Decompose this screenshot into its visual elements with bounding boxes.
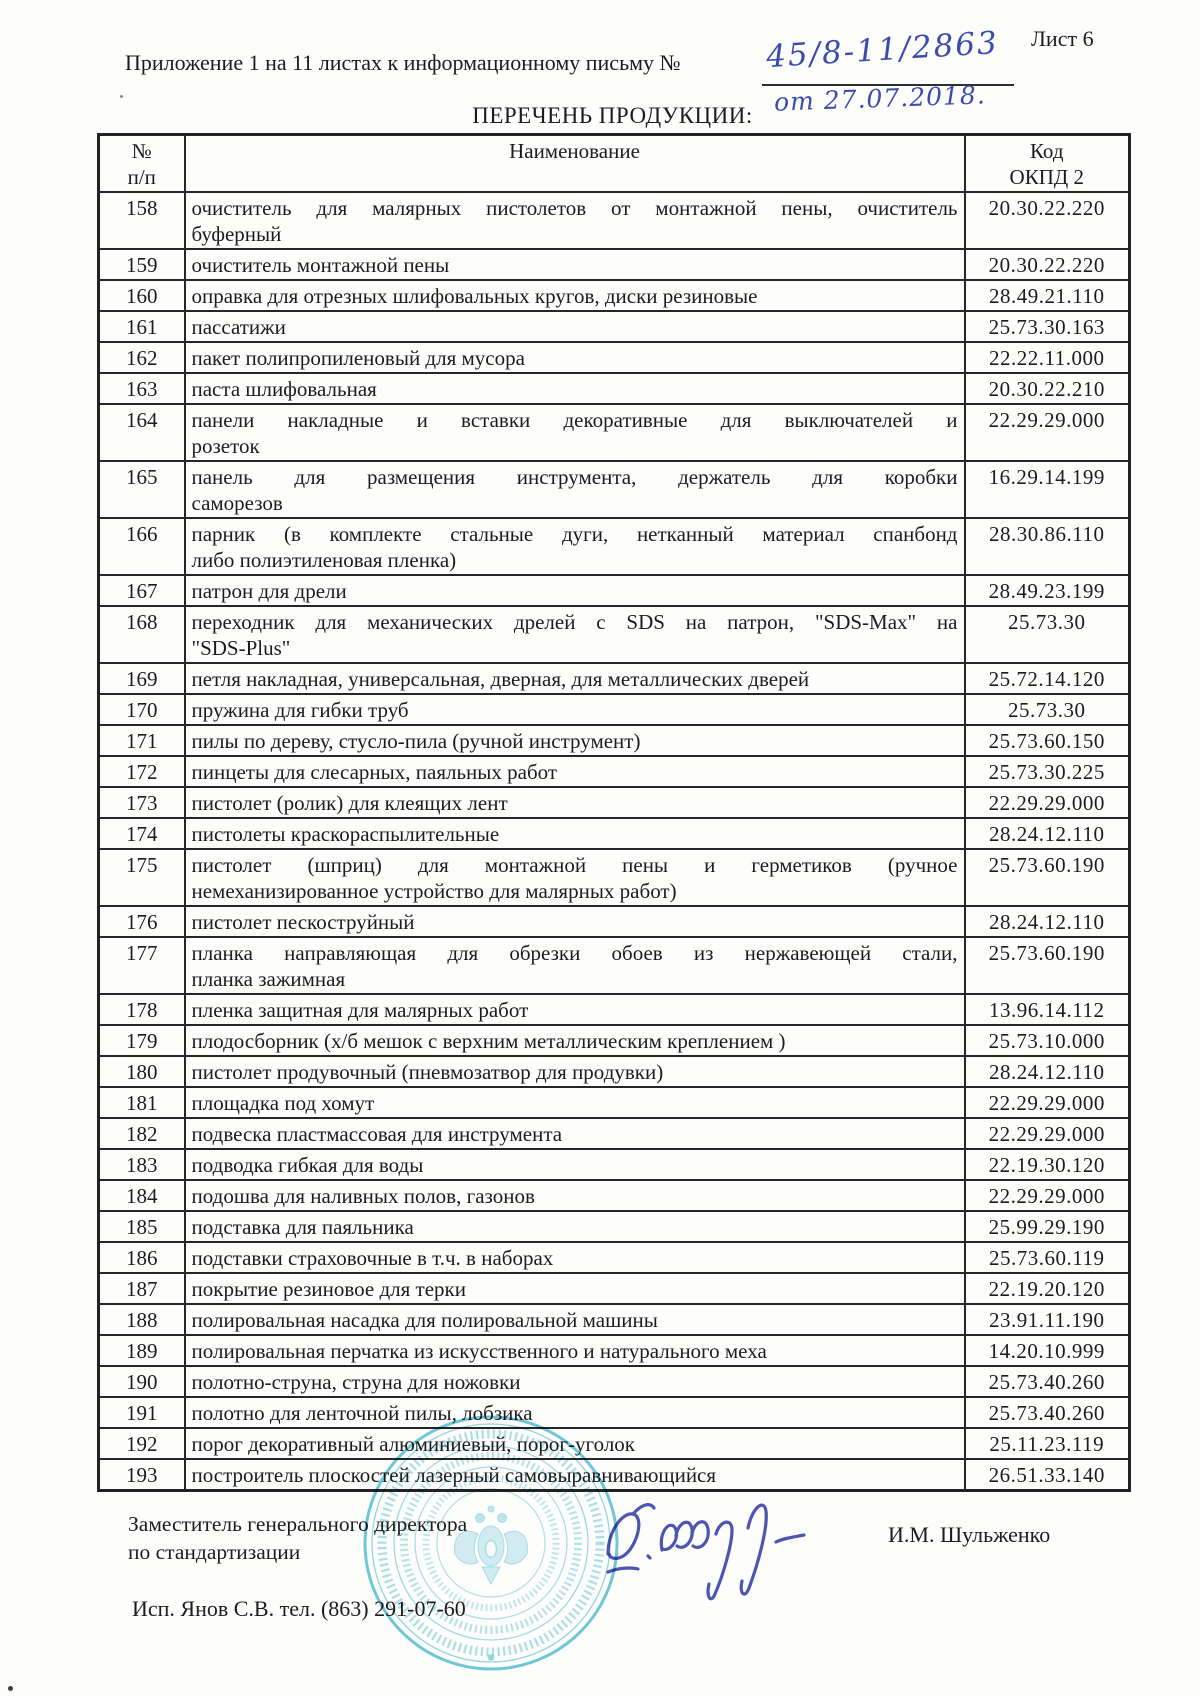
okpd2-code: 28.24.12.110 xyxy=(965,906,1130,937)
okpd2-code: 25.73.60.150 xyxy=(965,725,1130,756)
row-number: 168 xyxy=(99,606,185,663)
product-name: площадка под хомут xyxy=(185,1087,965,1118)
table-row xyxy=(99,1211,1130,1242)
product-name: оправка для отрезных шлифовальных кругов, диски резиновые xyxy=(185,280,965,311)
row-number: 160 xyxy=(99,280,185,311)
product-name: пленка защитная для малярных работ xyxy=(185,994,965,1025)
product-name: подставка для паяльника xyxy=(185,1211,965,1242)
table-row xyxy=(99,694,1130,725)
product-name: плодосборник (х/б мешок с верхним металлическим креплением ) xyxy=(185,1025,965,1056)
okpd2-code: 25.73.60.190 xyxy=(965,937,1130,994)
table-row xyxy=(99,575,1130,606)
signer-name: И.М. Шульженко xyxy=(888,1522,1051,1547)
okpd2-code: 28.24.12.110 xyxy=(965,1056,1130,1087)
product-list-table xyxy=(97,133,1131,1492)
row-number: 183 xyxy=(99,1149,185,1180)
okpd2-code: 25.72.14.120 xyxy=(965,663,1130,694)
row-number: 171 xyxy=(99,725,185,756)
row-number: 177 xyxy=(99,937,185,994)
table-row xyxy=(99,1025,1130,1056)
row-number: 161 xyxy=(99,311,185,342)
product-name: паста шлифовальная xyxy=(185,373,965,404)
row-number: 172 xyxy=(99,756,185,787)
okpd2-code: 16.29.14.199 xyxy=(965,461,1130,518)
product-name: полировальная перчатка из искусственного и натурального меха xyxy=(185,1335,965,1366)
okpd2-code: 22.29.29.000 xyxy=(965,1087,1130,1118)
row-number: 164 xyxy=(99,404,185,461)
okpd2-code: 28.24.12.110 xyxy=(965,818,1130,849)
table-row xyxy=(99,249,1130,280)
row-number: 186 xyxy=(99,1242,185,1273)
okpd2-code: 25.73.60.190 xyxy=(965,849,1130,906)
signer-position-line1: Заместитель генерального директора xyxy=(128,1512,468,1536)
okpd2-code: 28.30.86.110 xyxy=(965,518,1130,575)
row-number: 166 xyxy=(99,518,185,575)
okpd2-code: 20.30.22.210 xyxy=(965,373,1130,404)
signer-position-line2: по стандартизации xyxy=(128,1540,301,1564)
row-number: 174 xyxy=(99,818,185,849)
table-row xyxy=(99,787,1130,818)
okpd2-code: 14.20.10.999 xyxy=(965,1335,1130,1366)
table-row xyxy=(99,311,1130,342)
row-number: 185 xyxy=(99,1211,185,1242)
table-row xyxy=(99,849,1130,906)
product-name: подводка гибкая для воды xyxy=(185,1149,965,1180)
row-number: 193 xyxy=(99,1459,185,1491)
okpd2-code: 25.99.29.190 xyxy=(965,1211,1130,1242)
sheet-number-label: Лист 6 xyxy=(1031,26,1094,51)
okpd2-code: 22.29.29.000 xyxy=(965,1180,1130,1211)
product-name: подвеска пластмассовая для инструмента xyxy=(185,1118,965,1149)
table-body xyxy=(99,192,1130,1491)
row-number: 158 xyxy=(99,192,185,249)
table-row xyxy=(99,280,1130,311)
row-number: 175 xyxy=(99,849,185,906)
okpd2-code: 28.49.23.199 xyxy=(965,575,1130,606)
row-number: 187 xyxy=(99,1273,185,1304)
product-name: пилы по дереву, стусло-пила (ручной инструмент) xyxy=(185,725,965,756)
okpd2-code: 25.73.30 xyxy=(965,606,1130,663)
product-name: полотно-струна, струна для ножовки xyxy=(185,1366,965,1397)
row-number: 189 xyxy=(99,1335,185,1366)
product-name: очиститель монтажной пены xyxy=(185,249,965,280)
table-row xyxy=(99,404,1130,461)
product-name: пистолет продувочный (пневмозатвор для продувки) xyxy=(185,1056,965,1087)
stamp-eagle-emblem-icon xyxy=(455,1506,528,1584)
product-name: патрон для дрели xyxy=(185,575,965,606)
column-header-code: Код ОКПД 2 xyxy=(965,135,1130,193)
signature xyxy=(596,1484,824,1610)
product-name: порог декоративный алюминиевый, порог-уголок xyxy=(185,1428,965,1459)
table-row xyxy=(99,1304,1130,1335)
table-row xyxy=(99,192,1130,249)
column-header-name: Наименование xyxy=(185,135,965,193)
okpd2-code: 22.29.29.000 xyxy=(965,404,1130,461)
row-number: 178 xyxy=(99,994,185,1025)
table-row xyxy=(99,906,1130,937)
product-name: планка направляющая для обрезки обоев из нержавеющей стали, планка зажимная xyxy=(185,937,965,994)
row-number: 192 xyxy=(99,1428,185,1459)
row-number: 170 xyxy=(99,694,185,725)
table-row xyxy=(99,725,1130,756)
product-name: покрытие резиновое для терки xyxy=(185,1273,965,1304)
column-header-number: № п/п xyxy=(99,135,185,193)
product-name: полировальная насадка для полировальной машины xyxy=(185,1304,965,1335)
okpd2-code: 28.49.21.110 xyxy=(965,280,1130,311)
table-row xyxy=(99,461,1130,518)
row-number: 180 xyxy=(99,1056,185,1087)
row-number: 173 xyxy=(99,787,185,818)
table-header-row xyxy=(99,135,1130,193)
okpd2-code: 26.51.33.140 xyxy=(965,1459,1130,1491)
product-name: подошва для наливных полов, газонов xyxy=(185,1180,965,1211)
product-name: построитель плоскостей лазерный самовыравнивающийся xyxy=(185,1459,965,1491)
handwritten-letter-date: от 27.07.2018. xyxy=(773,80,987,117)
table-row xyxy=(99,373,1130,404)
okpd2-code: 13.96.14.112 xyxy=(965,994,1130,1025)
document-title: ПЕРЕЧЕНЬ ПРОДУКЦИИ: xyxy=(472,103,753,128)
table-row xyxy=(99,1149,1130,1180)
product-name: панели накладные и вставки декоративные для выключателей и розеток xyxy=(185,404,965,461)
product-name: пакет полипропиленовый для мусора xyxy=(185,342,965,373)
table-row xyxy=(99,663,1130,694)
row-number: 179 xyxy=(99,1025,185,1056)
product-name: парник (в комплекте стальные дуги, нетканный материал спанбонд либо полиэтиленовая пленка) xyxy=(185,518,965,575)
product-name: пистолет (ролик) для клеящих лент xyxy=(185,787,965,818)
product-name: пистолет пескоструйный xyxy=(185,906,965,937)
table-row xyxy=(99,1087,1130,1118)
table-row xyxy=(99,1056,1130,1087)
handwritten-letter-number: 45/8-11/2863 xyxy=(765,24,1000,76)
row-number: 165 xyxy=(99,461,185,518)
row-number: 169 xyxy=(99,663,185,694)
okpd2-code: 25.73.60.119 xyxy=(965,1242,1130,1273)
row-number: 182 xyxy=(99,1118,185,1149)
okpd2-code: 25.11.23.119 xyxy=(965,1428,1130,1459)
row-number: 163 xyxy=(99,373,185,404)
okpd2-code: 22.19.30.120 xyxy=(965,1149,1130,1180)
okpd2-code: 22.22.11.000 xyxy=(965,342,1130,373)
okpd2-code: 22.29.29.000 xyxy=(965,787,1130,818)
appendix-header-line: Приложение 1 на 11 листах к информационному письму № xyxy=(125,50,681,75)
product-name: пассатижи xyxy=(185,311,965,342)
row-number: 184 xyxy=(99,1180,185,1211)
product-name: полотно для ленточной пилы, лобзика xyxy=(185,1397,965,1428)
row-number: 190 xyxy=(99,1366,185,1397)
table-row xyxy=(99,994,1130,1025)
table-row xyxy=(99,1335,1130,1366)
okpd2-code: 20.30.22.220 xyxy=(965,249,1130,280)
round-stamp-icon xyxy=(360,1412,622,1674)
table-row xyxy=(99,818,1130,849)
okpd2-code: 22.29.29.000 xyxy=(965,1118,1130,1149)
row-number: 159 xyxy=(99,249,185,280)
table-row xyxy=(99,1366,1130,1397)
product-name: подставки страховочные в т.ч. в наборах xyxy=(185,1242,965,1273)
product-name: очиститель для малярных пистолетов от монтажной пены, очиститель буферный xyxy=(185,192,965,249)
okpd2-code: 25.73.30 xyxy=(965,694,1130,725)
product-name: пинцеты для слесарных, паяльных работ xyxy=(185,756,965,787)
okpd2-code: 25.73.40.260 xyxy=(965,1366,1130,1397)
product-name: пистолет (шприц) для монтажной пены и герметиков (ручное немеханизированное устройство для малярных работ) xyxy=(185,849,965,906)
scan-speck xyxy=(120,95,123,98)
okpd2-code: 25.73.30.163 xyxy=(965,311,1130,342)
product-name: переходник для механических дрелей с SDS на патрон, "SDS-Max" на "SDS-Plus" xyxy=(185,606,965,663)
table-row xyxy=(99,518,1130,575)
scan-speck xyxy=(8,1686,13,1691)
product-name: петля накладная, универсальная, дверная, для металлических дверей xyxy=(185,663,965,694)
table-row xyxy=(99,606,1130,663)
row-number: 188 xyxy=(99,1304,185,1335)
row-number: 191 xyxy=(99,1397,185,1428)
product-name: пистолеты краскораспылительные xyxy=(185,818,965,849)
table-row xyxy=(99,1118,1130,1149)
executor-contact-line: Исп. Янов С.В. тел. (863) 291-07-60 xyxy=(132,1596,466,1621)
okpd2-code: 23.91.11.190 xyxy=(965,1304,1130,1335)
row-number: 167 xyxy=(99,575,185,606)
table-row xyxy=(99,1242,1130,1273)
product-name: пружина для гибки труб xyxy=(185,694,965,725)
table-row xyxy=(99,756,1130,787)
table-row xyxy=(99,1273,1130,1304)
okpd2-code: 25.73.30.225 xyxy=(965,756,1130,787)
table-row xyxy=(99,342,1130,373)
row-number: 162 xyxy=(99,342,185,373)
product-name: панель для размещения инструмента, держатель для коробки саморезов xyxy=(185,461,965,518)
okpd2-code: 20.30.22.220 xyxy=(965,192,1130,249)
okpd2-code: 22.19.20.120 xyxy=(965,1273,1130,1304)
okpd2-code: 25.73.40.260 xyxy=(965,1397,1130,1428)
table-row xyxy=(99,1180,1130,1211)
row-number: 176 xyxy=(99,906,185,937)
okpd2-code: 25.73.10.000 xyxy=(965,1025,1130,1056)
table-row xyxy=(99,937,1130,994)
row-number: 181 xyxy=(99,1087,185,1118)
